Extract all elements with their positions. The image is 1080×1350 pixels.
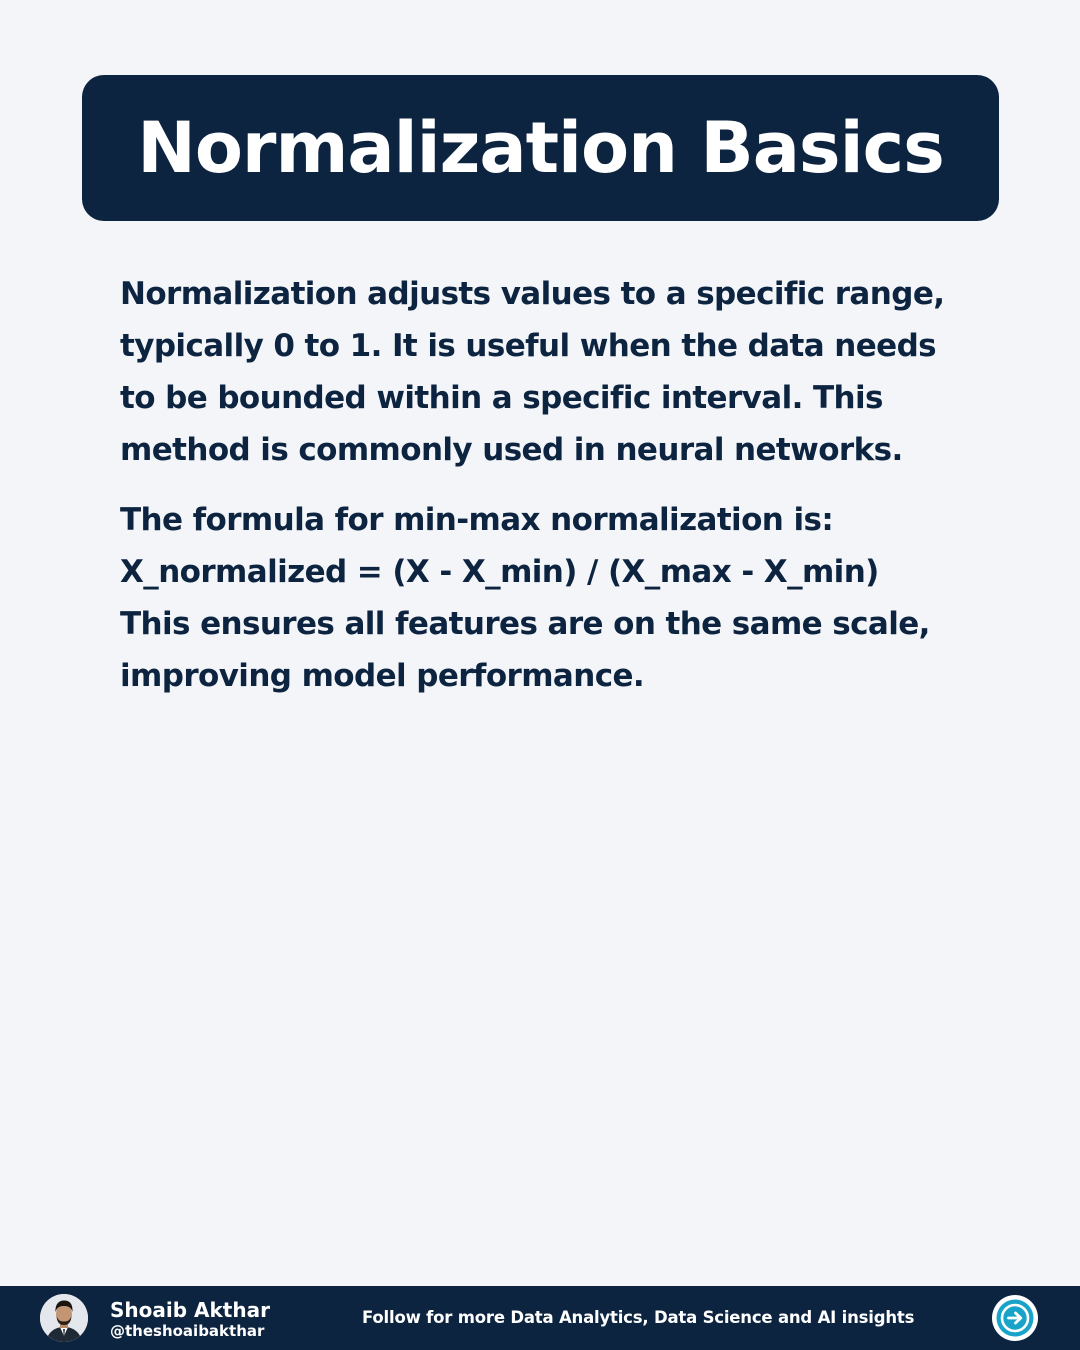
next-button[interactable] [992,1295,1038,1341]
author-avatar[interactable] [40,1294,88,1342]
body-content [120,268,970,702]
arrow-right-circle-icon [995,1298,1035,1338]
page-title: Normalization Basics [137,107,944,189]
paragraph-intro [120,268,970,476]
paragraph-line: method is commonly used in neural networks. [120,432,903,468]
paragraph-line: to be bounded within a specific interval. This [120,380,883,416]
paragraph-line: improving model performance. [120,658,645,694]
title-card [82,75,999,221]
avatar-icon [40,1294,88,1342]
paragraph-formula [120,494,970,702]
formula-line: X_normalized = (X - X_min) / (X_max - X_min) [120,554,879,590]
paragraph-line: Normalization adjusts values to a specific range, [120,276,945,312]
author-name: Shoaib Akthar [110,1298,270,1322]
follow-cta: Follow for more Data Analytics, Data Science and AI insights [362,1308,915,1327]
paragraph-line: This ensures all features are on the same scale, [120,606,930,642]
author-handle[interactable]: @theshoaibakthar [110,1322,265,1340]
footer-bar [0,1286,1080,1350]
paragraph-line: typically 0 to 1. It is useful when the data needs [120,328,937,364]
paragraph-line: The formula for min-max normalization is: [120,502,834,538]
